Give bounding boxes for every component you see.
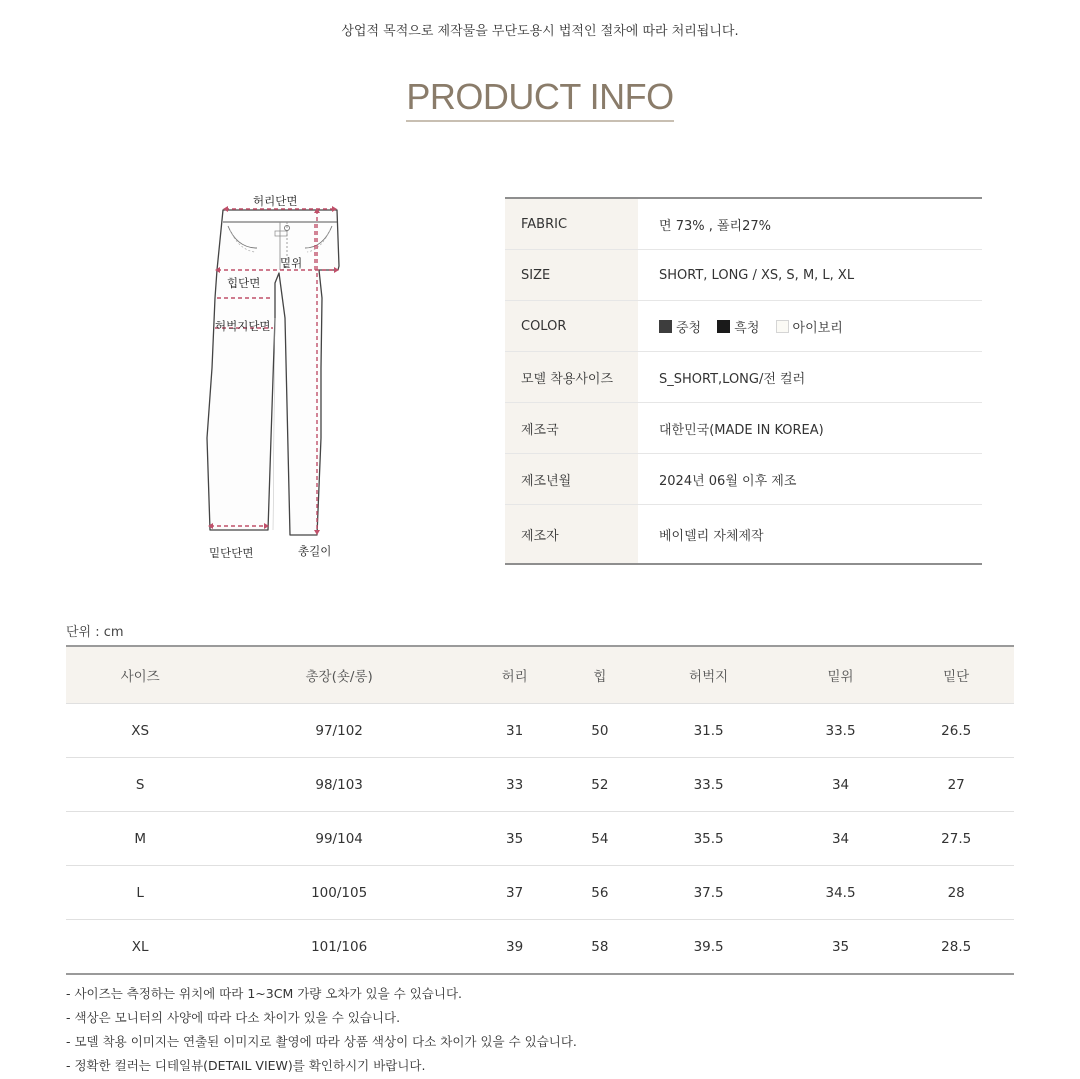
table-cell: 35.5 [634, 812, 782, 866]
unit-label: 단위 : cm [66, 625, 124, 640]
info-row-color [505, 301, 982, 352]
column-header: 밑단 [898, 646, 1014, 704]
table-cell: S [66, 758, 214, 812]
table-cell: XL [131, 938, 149, 955]
pants-illustration [195, 188, 355, 568]
length-label: 총길이 [298, 544, 332, 558]
info-key: 제조자 [505, 505, 638, 565]
product-info-title: PRODUCT INFO [406, 76, 673, 122]
color-options [638, 301, 982, 352]
info-row-date [505, 454, 982, 505]
table-cell: 27 [898, 758, 1014, 812]
info-row-maker [505, 505, 982, 565]
info-key: 모델 착용사이즈 [505, 352, 638, 403]
table-cell: 99/104 [214, 812, 464, 866]
column-header: 힙 [565, 646, 634, 704]
column-header: 총장(숏/롱) [214, 646, 464, 704]
table-cell: 50 [565, 704, 634, 758]
table-cell: 35 [831, 938, 850, 955]
rise-label: 밑위 [280, 256, 303, 270]
info-row-model-size [505, 352, 982, 403]
table-cell: 33 [464, 758, 565, 812]
table-cell: 97/102 [214, 704, 464, 758]
info-value: S_SHORT,LONG/전 컬러 [638, 352, 982, 403]
table-row [66, 866, 1014, 920]
table-row [66, 920, 1014, 975]
info-key: FABRIC [505, 198, 638, 250]
waist-label: 허리단면 [253, 194, 298, 208]
table-cell: 58 [591, 938, 609, 955]
color-swatch [659, 320, 672, 333]
info-row-fabric [505, 198, 982, 250]
color-name: 흑청 [734, 320, 760, 336]
table-cell: 33.5 [634, 758, 782, 812]
table-cell: 98/103 [214, 758, 464, 812]
info-value: 면 73% , 폴리27% [638, 198, 982, 250]
info-value: 2024년 06월 이후 제조 [638, 454, 982, 505]
table-cell: M [66, 812, 214, 866]
column-header: 허리 [464, 646, 565, 704]
section-title [0, 76, 1080, 122]
info-key: COLOR [505, 301, 638, 352]
table-cell: 34 [783, 812, 899, 866]
table-cell: 28.5 [941, 938, 972, 955]
table-row [66, 812, 1014, 866]
table-row [66, 704, 1014, 758]
note-item: - 사이즈는 측정하는 위치에 따라 1~3CM 가량 오차가 있을 수 있습니다. [66, 986, 462, 1001]
table-cell: 33.5 [783, 704, 899, 758]
column-header: 사이즈 [66, 646, 214, 704]
table-cell: 31 [464, 704, 565, 758]
hip-label: 힙단면 [227, 276, 261, 290]
table-cell: 37 [464, 866, 565, 920]
copyright-notice: 상업적 목적으로 제작물을 무단도용시 법적인 절차에 따라 처리됩니다. [341, 24, 739, 39]
info-value: SHORT, LONG / XS, S, M, L, XL [638, 250, 982, 301]
hem-label: 밑단단면 [209, 546, 254, 560]
info-row-country [505, 403, 982, 454]
info-value: 베이델리 자체제작 [659, 528, 764, 544]
table-cell: 26.5 [898, 704, 1014, 758]
column-header: 밑위 [783, 646, 899, 704]
table-cell: 101/106 [311, 938, 368, 955]
info-key: SIZE [505, 250, 638, 301]
table-cell: 28 [898, 866, 1014, 920]
info-value: 대한민국(MADE IN KOREA) [638, 403, 982, 454]
size-notes [66, 982, 577, 1078]
table-cell: 31.5 [634, 704, 782, 758]
info-row-size [505, 250, 982, 301]
info-key: 제조국 [505, 403, 638, 454]
table-cell: 56 [565, 866, 634, 920]
table-cell: L [66, 866, 214, 920]
table-cell: 37.5 [634, 866, 782, 920]
note-item: - 정확한 컬러는 디테일뷰(DETAIL VIEW)를 확인하시기 바랍니다. [66, 1058, 426, 1073]
table-row [66, 758, 1014, 812]
color-name: 아이보리 [792, 320, 843, 336]
column-header: 허벅지 [634, 646, 782, 704]
table-cell: 34.5 [783, 866, 899, 920]
table-cell: XS [66, 704, 214, 758]
table-cell: 52 [565, 758, 634, 812]
table-cell: 27.5 [898, 812, 1014, 866]
note-item: - 색상은 모니터의 사양에 따라 다소 차이가 있을 수 있습니다. [66, 1010, 401, 1025]
info-key: 제조년월 [505, 454, 638, 505]
thigh-label: 허벅지단면 [215, 319, 271, 333]
table-cell: 39 [506, 938, 524, 955]
size-table-header [66, 646, 1014, 704]
color-name: 중청 [676, 320, 702, 336]
color-swatch [717, 320, 730, 333]
product-info-table [505, 197, 982, 565]
table-cell: 35 [464, 812, 565, 866]
color-swatch [776, 320, 789, 333]
table-cell: 34 [783, 758, 899, 812]
table-cell: 100/105 [214, 866, 464, 920]
table-cell: 54 [565, 812, 634, 866]
size-chart-table [66, 645, 1014, 975]
pants-measurement-diagram [195, 188, 355, 568]
table-cell: 39.5 [693, 938, 724, 955]
note-item: - 모델 착용 이미지는 연출된 이미지로 촬영에 따라 상품 색상이 다소 차이가 있을 수 있습니다. [66, 1034, 577, 1049]
